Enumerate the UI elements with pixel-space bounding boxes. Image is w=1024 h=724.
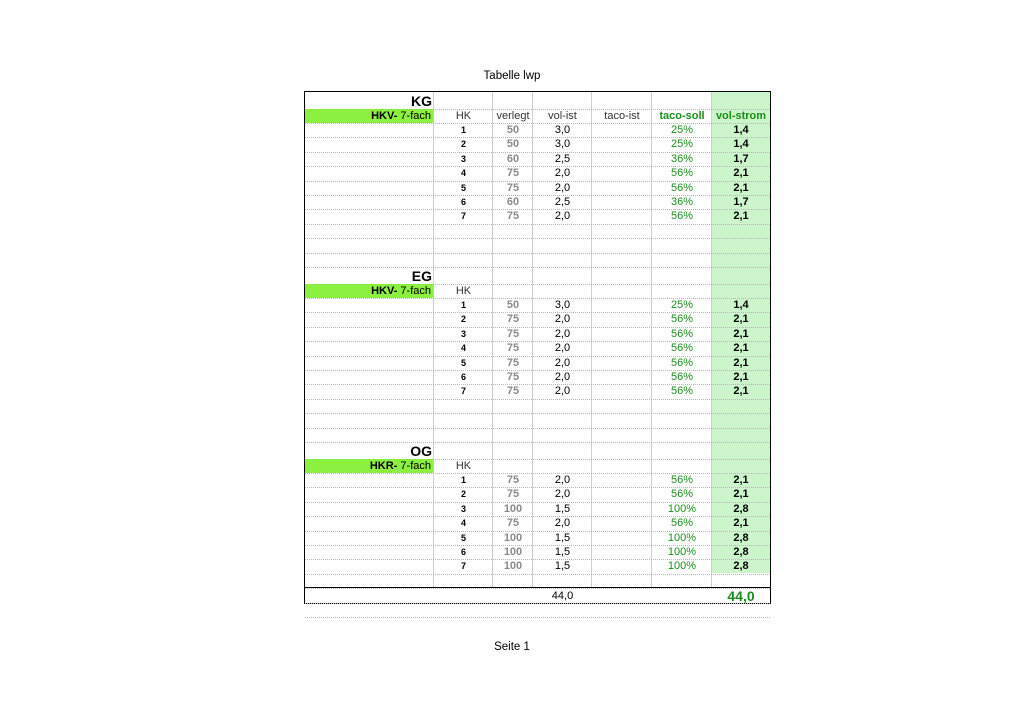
- row-vol-strom: 2,1: [733, 356, 749, 369]
- row-vol-ist: 1,5: [554, 502, 571, 515]
- row-taco-soll: 56%: [670, 313, 694, 326]
- grid-hline: [305, 253, 770, 254]
- row-vol-ist: 2,0: [554, 327, 571, 340]
- header-taco-soll: taco-soll: [659, 110, 705, 122]
- row-vol-strom: 2,1: [733, 167, 749, 180]
- row-number: 7: [460, 211, 466, 222]
- section-distributor-label: [305, 284, 433, 298]
- row-vol-ist: 2,0: [554, 167, 571, 180]
- row-vol-ist: 2,0: [554, 210, 571, 223]
- row-number: 7: [460, 386, 466, 397]
- header-taco-ist: taco-ist: [604, 110, 640, 122]
- row-verlegt: 75: [506, 210, 520, 223]
- row-taco-soll: 56%: [670, 371, 694, 383]
- section-name: OG: [410, 443, 432, 459]
- row-verlegt: 75: [506, 356, 520, 369]
- section-hk-label: HK: [455, 460, 472, 472]
- row-taco-soll: 100%: [667, 560, 697, 573]
- row-verlegt: 75: [506, 474, 520, 486]
- row-verlegt: 100: [503, 502, 523, 515]
- section-distributor-label: [305, 109, 433, 123]
- row-vol-ist: 2,0: [554, 342, 571, 355]
- row-vol-ist: 2,0: [554, 385, 571, 398]
- row-number: 6: [460, 372, 466, 382]
- row-vol-strom: 1,4: [733, 299, 749, 311]
- row-vol-ist: 2,0: [554, 517, 571, 530]
- header-vol-strom: vol-strom: [715, 110, 767, 122]
- row-vol-ist: 2,0: [554, 313, 571, 326]
- grid-hline: [305, 574, 770, 575]
- row-verlegt: 75: [506, 342, 520, 355]
- row-number: 3: [460, 328, 466, 339]
- distributor-type: HKV-: [371, 110, 398, 122]
- row-vol-strom: 2,8: [733, 531, 749, 544]
- row-vol-ist: 2,5: [554, 196, 571, 208]
- grid-hline: [305, 428, 770, 429]
- section-distributor-label: [305, 459, 433, 473]
- distributor-size: 7-fach: [397, 460, 431, 472]
- row-vol-strom: 2,1: [733, 210, 749, 223]
- row-vol-strom: 2,1: [733, 181, 749, 194]
- row-vol-strom: 2,1: [733, 517, 749, 530]
- row-vol-strom: 2,1: [733, 342, 749, 355]
- row-vol-strom: 2,8: [733, 502, 749, 515]
- row-verlegt: 75: [506, 313, 520, 326]
- row-vol-strom: 1,4: [733, 124, 749, 136]
- row-number: 2: [460, 139, 466, 150]
- distributor-size: 7-fach: [397, 285, 431, 297]
- total-vol-ist: 44,0: [551, 590, 574, 602]
- total-separator: [305, 587, 770, 588]
- row-number: 1: [460, 125, 466, 135]
- row-vol-ist: 1,5: [554, 531, 571, 544]
- row-verlegt: 50: [506, 138, 520, 151]
- row-taco-soll: 56%: [670, 356, 694, 369]
- row-vol-strom: 2,1: [733, 385, 749, 398]
- section-name: KG: [411, 93, 432, 109]
- row-taco-soll: 25%: [670, 299, 694, 311]
- row-vol-strom: 1,4: [733, 138, 749, 151]
- row-vol-ist: 2,0: [554, 488, 571, 501]
- page-footer: Seite 1: [494, 641, 530, 653]
- row-verlegt: 60: [506, 152, 520, 165]
- total-vol-strom: 44,0: [727, 588, 755, 604]
- header-hk: HK: [455, 110, 472, 122]
- row-number: 7: [460, 561, 466, 572]
- header-verlegt: verlegt: [496, 110, 530, 122]
- row-taco-soll: 36%: [670, 152, 694, 165]
- row-verlegt: 75: [506, 327, 520, 340]
- row-verlegt: 100: [503, 531, 523, 544]
- row-number: 6: [460, 197, 466, 207]
- row-taco-soll: 56%: [670, 210, 694, 223]
- row-verlegt: 50: [506, 299, 520, 311]
- row-vol-strom: 2,1: [733, 474, 749, 486]
- row-verlegt: 100: [503, 546, 523, 558]
- row-vol-ist: 2,0: [554, 371, 571, 383]
- row-number: 3: [460, 153, 466, 164]
- row-taco-soll: 25%: [670, 124, 694, 136]
- row-number: 4: [460, 518, 466, 529]
- row-vol-ist: 2,0: [554, 181, 571, 194]
- grid-hline: [305, 284, 770, 285]
- row-verlegt: 75: [506, 371, 520, 383]
- row-vol-strom: 2,1: [733, 371, 749, 383]
- distributor-type: HKV-: [371, 285, 398, 297]
- row-vol-strom: 2,1: [733, 488, 749, 501]
- row-verlegt: 75: [506, 488, 520, 501]
- row-number: 2: [460, 314, 466, 325]
- row-number: 4: [460, 168, 466, 179]
- row-taco-soll: 56%: [670, 167, 694, 180]
- section-hk-label: HK: [455, 285, 472, 297]
- row-verlegt: 75: [506, 517, 520, 530]
- row-taco-soll: 56%: [670, 181, 694, 194]
- row-taco-soll: 36%: [670, 196, 694, 208]
- row-number: 2: [460, 489, 466, 500]
- row-number: 6: [460, 547, 466, 557]
- row-number: 4: [460, 343, 466, 354]
- row-vol-strom: 2,1: [733, 327, 749, 340]
- row-number: 5: [460, 532, 466, 543]
- grid-hline: [305, 224, 770, 225]
- page-title: Tabelle lwp: [483, 70, 541, 82]
- row-number: 5: [460, 357, 466, 368]
- row-number: 5: [460, 182, 466, 193]
- row-vol-ist: 1,5: [554, 546, 571, 558]
- row-vol-strom: 2,8: [733, 546, 749, 558]
- row-taco-soll: 56%: [670, 474, 694, 486]
- grid-hline: [305, 617, 770, 618]
- row-vol-ist: 3,0: [554, 138, 571, 151]
- row-taco-soll: 25%: [670, 138, 694, 151]
- row-verlegt: 75: [506, 167, 520, 180]
- row-taco-soll: 100%: [667, 531, 697, 544]
- heating-table: [304, 91, 771, 604]
- row-vol-ist: 2,0: [554, 474, 571, 486]
- row-verlegt: 75: [506, 385, 520, 398]
- row-verlegt: 50: [506, 124, 520, 136]
- grid-hline: [305, 238, 770, 239]
- grid-hline: [305, 459, 770, 460]
- grid-hline: [305, 413, 770, 414]
- distributor-type: HKR-: [369, 460, 398, 472]
- row-taco-soll: 100%: [667, 502, 697, 515]
- header-vol-ist: vol-ist: [548, 110, 577, 122]
- row-taco-soll: 56%: [670, 488, 694, 501]
- row-vol-ist: 3,0: [554, 299, 571, 311]
- row-vol-strom: 2,1: [733, 313, 749, 326]
- row-vol-ist: 3,0: [554, 124, 571, 136]
- row-vol-ist: 1,5: [554, 560, 571, 573]
- row-verlegt: 75: [506, 181, 520, 194]
- row-vol-ist: 2,5: [554, 152, 571, 165]
- row-verlegt: 60: [506, 196, 520, 208]
- row-number: 1: [460, 300, 466, 310]
- row-number: 1: [460, 475, 466, 485]
- section-name: EG: [411, 268, 432, 284]
- row-vol-strom: 1,7: [733, 152, 749, 165]
- row-number: 3: [460, 503, 466, 514]
- row-vol-strom: 2,8: [733, 560, 749, 573]
- row-verlegt: 100: [503, 560, 523, 573]
- row-vol-strom: 1,7: [733, 196, 749, 208]
- distributor-size: 7-fach: [397, 110, 431, 122]
- row-taco-soll: 56%: [670, 385, 694, 398]
- row-vol-ist: 2,0: [554, 356, 571, 369]
- row-taco-soll: 100%: [667, 546, 697, 558]
- grid-hline: [305, 399, 770, 400]
- row-taco-soll: 56%: [670, 517, 694, 530]
- row-taco-soll: 56%: [670, 327, 694, 340]
- row-taco-soll: 56%: [670, 342, 694, 355]
